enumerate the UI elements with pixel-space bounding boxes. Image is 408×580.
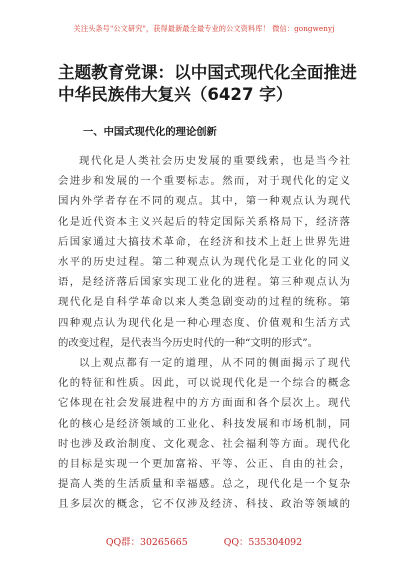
body-text [58, 151, 350, 515]
paragraph-line: 以上观点都有一定的道理，从不同的侧面揭示了现代 [79, 357, 350, 370]
paragraph-line: 化是近代资本主义兴起后的特定国际关系格局下，经济落 [58, 215, 350, 228]
paragraph-line: 它体现在社会发展进程中的方方面面和各个层次上。现代 [58, 397, 350, 410]
paragraph-line: 的改变过程，是代表当今历史时代的一种“文明的形式”。 [58, 336, 318, 349]
paragraph-line: 水平的历史过程。第二种观点认为现代化是工业化的同义 [58, 256, 350, 269]
title-line: 中华民族伟大复兴（6427 字） [58, 84, 293, 104]
title-line: 主题教育党课：以中国式现代化全面推进 [58, 63, 357, 82]
paragraph-line: 且多层次的概念，它不仅涉及经济、科技、政治等领域的 [58, 498, 350, 511]
paragraph-line: 四种观点认为现代化是一种心理态度、价值观和生活方式 [58, 316, 350, 329]
paragraph-line: 现代化是自科学革命以来人类急剧变动的过程的统称。第 [58, 296, 350, 309]
paragraph-line: 现代化是人类社会历史发展的重要线索，也是当今社 [79, 155, 350, 167]
paragraph-line: 语，是经济落后国家实现工业化的进程。第三种观点认为 [58, 276, 350, 289]
footer-qq-group: QQ群：30265665 [105, 537, 188, 548]
paragraph-line: 提高人类的生活质量和幸福感。总之，现代化是一个复杂 [58, 478, 350, 491]
paragraph-line: 后国家通过大搞技术革命，在经济和技术上赶上世界先进 [58, 235, 350, 248]
section-heading: 一、中国式现代化的理论创新 [83, 126, 217, 138]
paragraph-line: 时也涉及政治制度、文化观念、社会福利等方面。现代化 [58, 437, 350, 450]
footer-qq-number: QQ：535304092 [223, 537, 303, 548]
header-promo-note: 关注头条号"公文研究"，获得最新最全最专业的公文资料库！ 微信：gongwenyj [73, 24, 335, 33]
paragraph-line: 化的核心是经济领域的工业化、科技发展和市场机制，同 [58, 417, 350, 430]
footer-contact [0, 534, 408, 548]
paragraph-line: 的目标是实现一个更加富裕、平等、公正、自由的社会， [58, 458, 350, 471]
paragraph-line: 国内外学者存在不同的观点。其中，第一种观点认为现代 [58, 195, 350, 208]
paragraph-line: 化的特征和性质。因此，可以说现代化是一个综合的概念 [58, 377, 350, 390]
paragraph-line: 会进步和发展的一个重要标志。然而，对于现代化的定义 [58, 175, 350, 188]
page-title [58, 62, 358, 105]
